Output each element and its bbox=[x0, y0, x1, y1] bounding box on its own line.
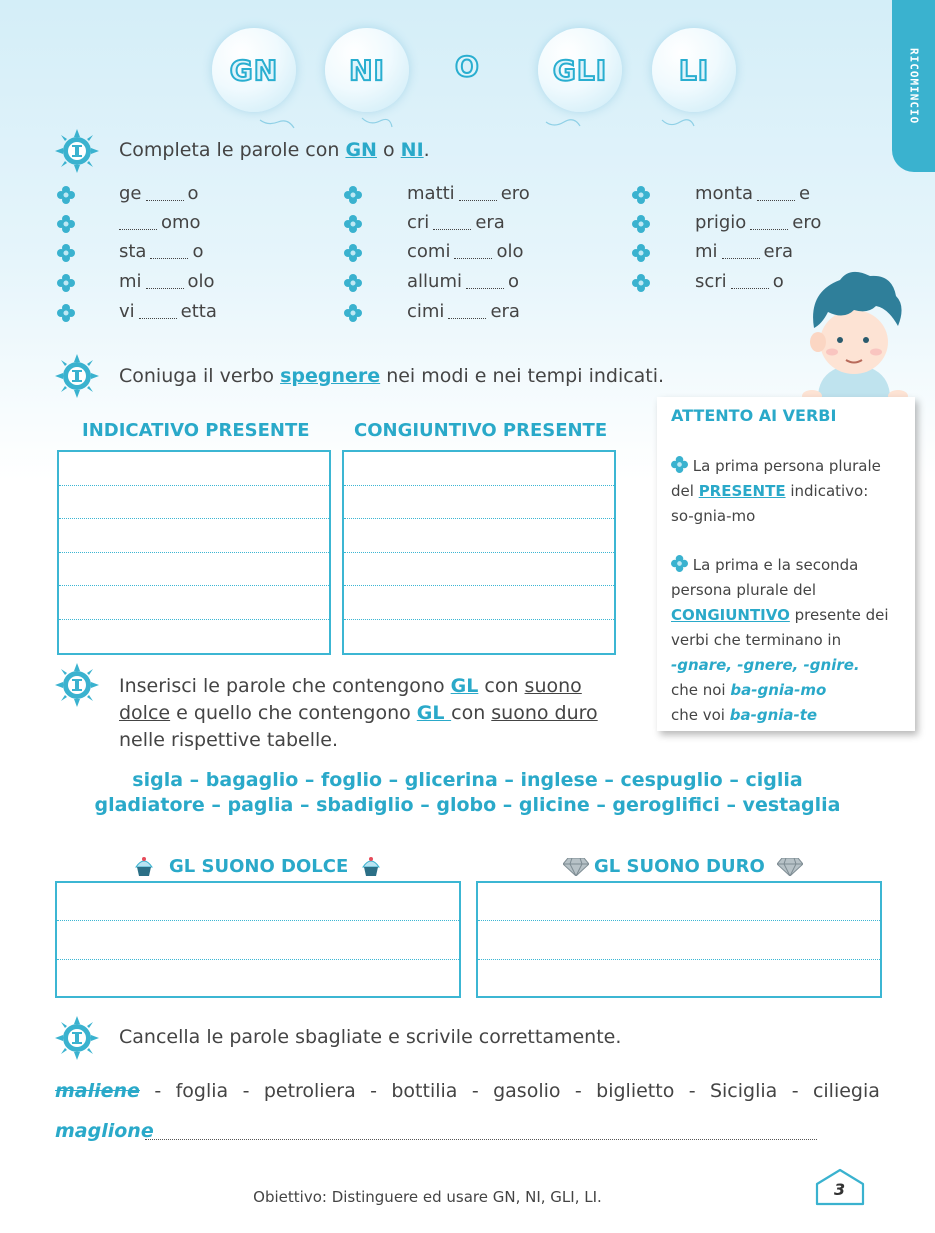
word[interactable]: bottilia bbox=[391, 1080, 458, 1102]
flower-bullet-icon bbox=[57, 244, 75, 262]
word[interactable]: biglietto bbox=[596, 1080, 675, 1102]
word-item[interactable]: sta o bbox=[119, 241, 204, 262]
bubble-li: LI bbox=[652, 28, 736, 112]
correction-example: maglione bbox=[55, 1120, 154, 1142]
word-item[interactable]: scri o bbox=[695, 271, 784, 292]
flower-bullet-icon bbox=[57, 274, 75, 292]
flower-bullet-icon bbox=[57, 304, 75, 322]
gl-word-list-line-1: sigla – bagaglio – foglio – glicerina – inglese – cespuglio – ciglia bbox=[132, 769, 803, 791]
word[interactable]: Siciglia bbox=[709, 1080, 778, 1102]
exercise-sun-icon bbox=[55, 1016, 99, 1060]
word-item[interactable]: mi olo bbox=[119, 271, 215, 292]
flower-bullet-icon bbox=[344, 244, 362, 262]
word-item[interactable]: vi etta bbox=[119, 301, 217, 322]
boy-illustration bbox=[790, 268, 920, 403]
attention-title: ATTENTO AI VERBI bbox=[671, 406, 837, 425]
flower-bullet-icon bbox=[344, 186, 362, 204]
bubble-ni: NI bbox=[325, 28, 409, 112]
table-title-gl-dolce: GL SUONO DOLCE bbox=[169, 856, 349, 877]
word-item[interactable]: allumi o bbox=[407, 271, 519, 292]
exercise3-instruction: Inserisci le parole che contengono GL con suono dolce e quello che contengono GL con suono duro nelle rispettive tabelle. bbox=[119, 675, 598, 751]
flower-bullet-icon bbox=[632, 274, 650, 292]
cupcake-icon bbox=[133, 856, 155, 878]
separator: - bbox=[688, 1080, 696, 1102]
flower-bullet-icon bbox=[632, 244, 650, 262]
separator: - bbox=[242, 1080, 250, 1102]
table-gl-suono-dolce[interactable] bbox=[55, 881, 461, 998]
exercise4-instruction: Cancella le parole sbagliate e scrivile correttamente. bbox=[119, 1026, 622, 1048]
flower-bullet-icon bbox=[632, 215, 650, 233]
word-item[interactable]: omo bbox=[115, 212, 201, 233]
separator: - bbox=[154, 1080, 162, 1102]
answer-line[interactable] bbox=[145, 1139, 817, 1140]
exercise-sun-icon bbox=[55, 354, 99, 398]
word-item[interactable]: prigio ero bbox=[695, 212, 822, 233]
flower-bullet-icon bbox=[57, 186, 75, 204]
words-to-correct bbox=[55, 1080, 880, 1102]
attention-paragraph-2: La prima e la seconda persona plurale del CONGIUNTIVO presente dei verbi che terminano in -gnare, -gnere, -gnire. che noi ba-gnia-mo che voi ba-gnia-te bbox=[671, 556, 889, 724]
bubble-gn: GN bbox=[212, 28, 296, 112]
flower-bullet-icon bbox=[344, 304, 362, 322]
word[interactable]: ciliegia bbox=[812, 1080, 880, 1102]
side-tab-ricomincio: RICOMINCIO bbox=[892, 0, 935, 172]
exercise1-instruction: Completa le parole con GN o NI. bbox=[119, 139, 430, 161]
word[interactable]: gasolio bbox=[493, 1080, 561, 1102]
word-item[interactable]: cri era bbox=[407, 212, 505, 233]
bubble-gli: GLI bbox=[538, 28, 622, 112]
table-congiuntivo-presente[interactable] bbox=[342, 450, 616, 655]
separator: - bbox=[791, 1080, 799, 1102]
gl-word-list-line-2: gladiatore – paglia – sbadiglio – globo – glicine – geroglifici – vestaglia bbox=[94, 794, 841, 816]
separator: - bbox=[574, 1080, 582, 1102]
objective-footer: Obiettivo: Distinguere ed usare GN, NI, GLI, LI. bbox=[253, 1188, 602, 1206]
diamond-icon bbox=[777, 858, 803, 876]
word[interactable]: petroliera bbox=[263, 1080, 356, 1102]
flower-bullet-icon bbox=[632, 186, 650, 204]
table-title-gl-duro: GL SUONO DURO bbox=[594, 856, 765, 877]
flower-bullet-icon bbox=[57, 215, 75, 233]
table-indicativo-presente[interactable] bbox=[57, 450, 331, 655]
word-item[interactable]: cimi era bbox=[407, 301, 520, 322]
word-item[interactable]: monta e bbox=[695, 183, 811, 204]
cupcake-icon bbox=[360, 856, 382, 878]
attention-box bbox=[657, 397, 915, 731]
page-number: 3 bbox=[834, 1180, 846, 1199]
word-item[interactable]: mi era bbox=[695, 241, 794, 262]
separator: - bbox=[471, 1080, 479, 1102]
exercise2-instruction: Coniuga il verbo spegnere nei modi e nei tempi indicati. bbox=[119, 365, 665, 387]
table-title-congiuntivo: CONGIUNTIVO PRESENTE bbox=[354, 420, 608, 441]
flower-bullet-icon bbox=[344, 274, 362, 292]
exercise-sun-icon bbox=[55, 663, 99, 707]
connector-o: O bbox=[455, 50, 479, 83]
page-number-badge bbox=[813, 1168, 867, 1206]
attention-paragraph-1: La prima persona plurale del PRESENTE indicativo: so-gnia-mo bbox=[671, 457, 881, 525]
table-gl-suono-duro[interactable] bbox=[476, 881, 882, 998]
flower-bullet-icon bbox=[671, 555, 688, 572]
word-item[interactable]: ge o bbox=[119, 183, 199, 204]
word-struck[interactable]: maliene bbox=[55, 1080, 140, 1102]
separator: - bbox=[370, 1080, 377, 1102]
bubble-strings-decoration bbox=[250, 112, 710, 142]
exercise-sun-icon bbox=[55, 129, 99, 173]
word-item[interactable]: comi olo bbox=[407, 241, 524, 262]
diamond-icon bbox=[563, 858, 589, 876]
table-title-indicativo: INDICATIVO PRESENTE bbox=[82, 420, 310, 441]
flower-bullet-icon bbox=[671, 456, 688, 473]
flower-bullet-icon bbox=[344, 215, 362, 233]
word[interactable]: foglia bbox=[175, 1080, 229, 1102]
word-item[interactable]: matti ero bbox=[407, 183, 530, 204]
